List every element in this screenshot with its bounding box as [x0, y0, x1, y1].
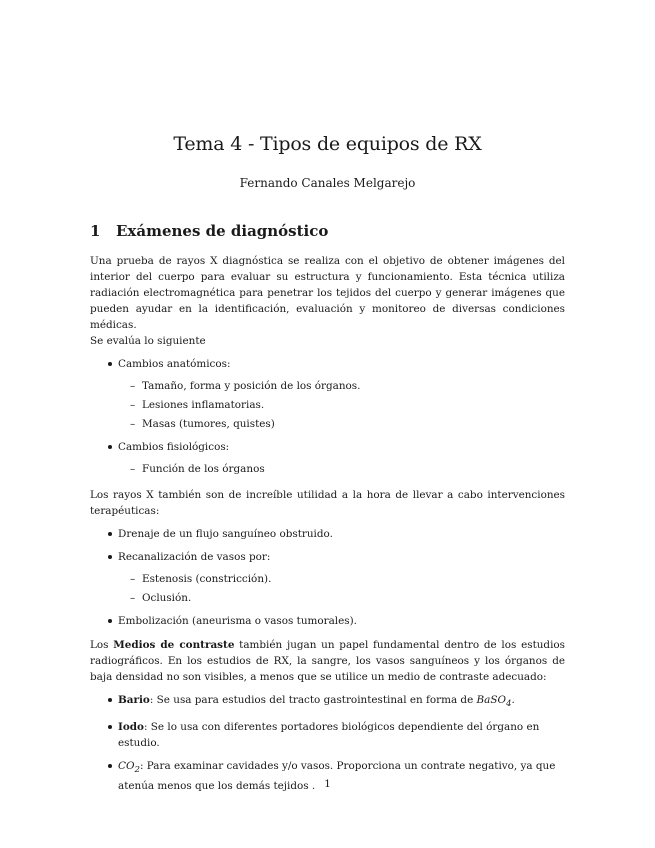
document-author: Fernando Canales Melgarejo — [239, 176, 416, 190]
evaluation-list — [90, 356, 565, 477]
sub-list — [118, 378, 565, 432]
list-item — [90, 439, 565, 477]
sub-list-item: – Estenosis (constricción). — [118, 571, 565, 587]
document-title: Tema 4 - Tipos de equipos de RX — [173, 133, 482, 155]
contrast-term: Medios de contraste — [113, 639, 235, 651]
sub-list — [118, 571, 565, 606]
list-item-term: Bario — [118, 694, 150, 706]
list-item — [90, 356, 565, 432]
list-item: $CO_2$: Para examinar cavidades y/o vasos. Proporciona un contrate negativo, ya que atenúa menos que los demás tejidos . — [90, 758, 565, 794]
sub-list-item: – Tamaño, forma y posición de los órganos. — [118, 378, 565, 394]
list-item: Iodo: Se lo usa con diferentes portadores biológicos dependiente del órgano en estudio. — [90, 719, 565, 751]
chemical-formula: $CO_2$ — [118, 760, 140, 776]
sub-list — [118, 461, 565, 477]
list-item-term: Iodo — [118, 721, 144, 734]
section-body — [90, 253, 565, 794]
list-item: Bario: Se usa para estudios del tracto gastrointestinal en forma de BaSO$_4$. — [90, 692, 565, 712]
contrast-paragraph: Los Medios de contraste también jugan un papel fundamental dentro de los estudios radiográficos. En los estudios de RX, la sangre, los vasos sanguíneos y los órganos de baja densidad no son visibles, a menos que se utilice un medio de contraste adecuado: — [90, 639, 565, 683]
list-item: Drenaje de un flujo sanguíneo obstruido. — [90, 526, 565, 542]
intro-lead: Se evalúa lo siguiente — [90, 335, 206, 347]
section-title: Exámenes de diagnóstico — [116, 222, 329, 240]
list-item-label: Cambios fisiológicos: — [118, 441, 230, 453]
therapeutic-list — [90, 526, 565, 629]
list-item: Embolización (aneurisma o vasos tumorales). — [90, 613, 565, 629]
sub-list-item: – Lesiones inflamatorias. — [118, 397, 565, 413]
section-heading — [90, 222, 328, 240]
page-number: 1 — [324, 778, 331, 790]
therapeutic-lead: Los rayos X también son de increíble utilidad a la hora de llevar a cabo intervenciones terapéuticas: — [90, 489, 565, 517]
chemical-formula: BaSO$_4$ — [476, 694, 512, 710]
list-item — [90, 549, 565, 606]
sub-list-item: – Oclusión. — [118, 590, 565, 606]
section-number: 1 — [90, 222, 101, 240]
sub-list-item: – Función de los órganos — [118, 461, 565, 477]
sub-list-item: – Masas (tumores, quistes) — [118, 416, 565, 432]
intro-paragraph: Una prueba de rayos X diagnóstica se realiza con el objetivo de obtener imágenes del interior del cuerpo para evaluar su estructura y funcionamiento. Esta técnica utiliza radiación electromagnética para penetrar los tejidos del cuerpo y generar imágenes que pueden ayudar en la identificación, evaluación y monitoreo de diversas condiciones médicas. — [90, 255, 565, 331]
list-item-label: Recanalización de vasos por: — [118, 551, 271, 563]
list-item-label: Cambios anatómicos: — [118, 358, 231, 370]
